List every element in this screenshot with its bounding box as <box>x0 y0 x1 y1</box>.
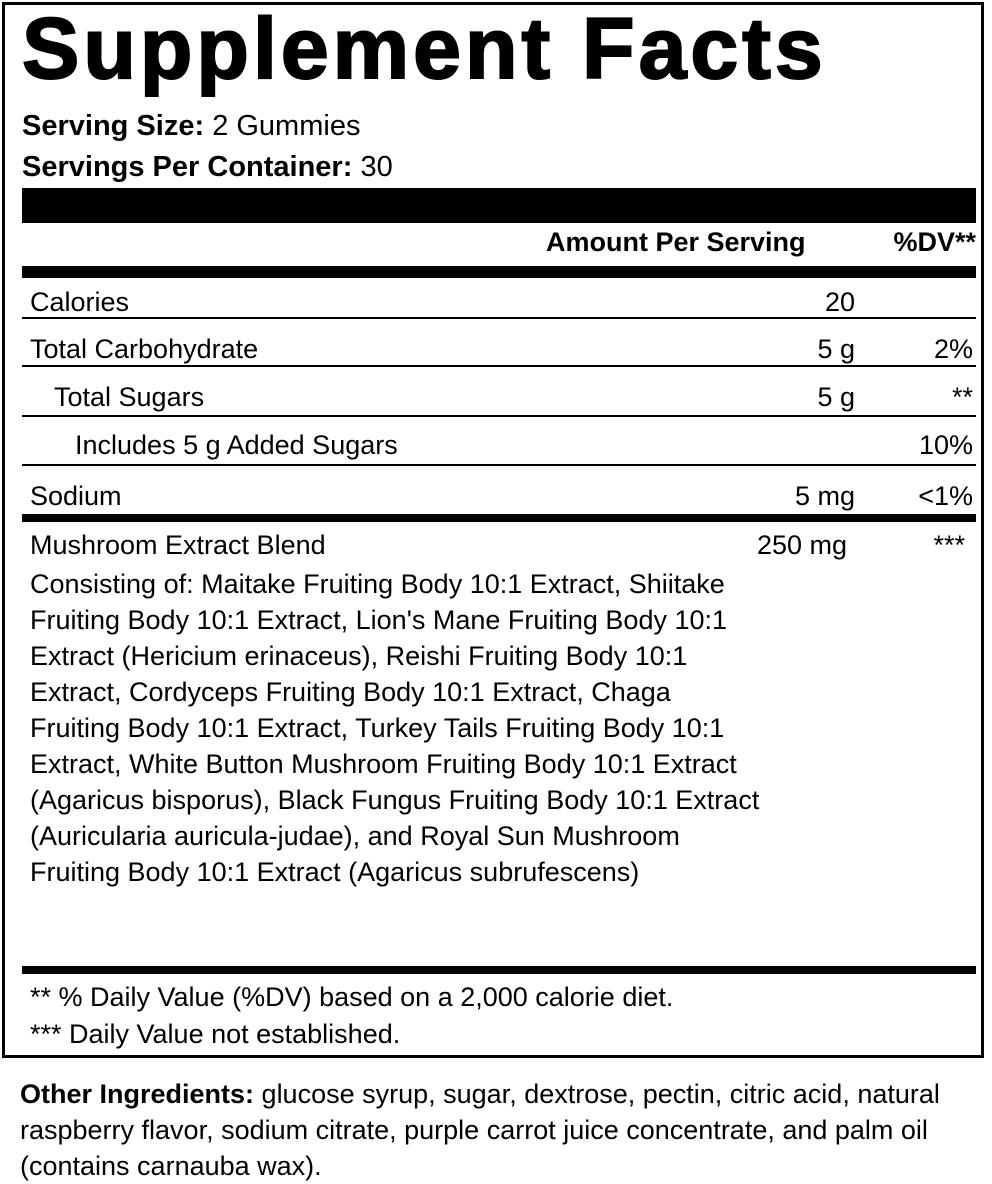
row-divider <box>22 464 976 466</box>
nutrient-amount: 5 mg <box>794 481 855 511</box>
servings-per-container <box>22 150 393 184</box>
nutrient-name: Includes 5 g Added Sugars <box>75 430 398 460</box>
nutrient-dv: 10% <box>918 430 973 460</box>
nutrient-dv: <1% <box>918 481 973 511</box>
nutrient-name: Calories <box>30 287 130 317</box>
row-divider <box>22 415 976 417</box>
row-divider <box>22 317 976 319</box>
footnote-not-established: *** Daily Value not established. <box>30 1019 401 1049</box>
nutrient-name: Total Sugars <box>54 382 205 412</box>
nutrient-row-sodium <box>22 471 976 519</box>
serving-size-value: 2 Gummies <box>212 110 361 142</box>
nutrient-row-total-sugars <box>22 372 976 420</box>
amount-per-serving-header: Amount Per Serving <box>546 227 806 257</box>
blend-amount: 250 mg <box>756 530 847 560</box>
row-divider <box>22 365 976 367</box>
nutrient-dv: ** <box>951 382 973 412</box>
dv-header: %DV** <box>893 227 976 257</box>
panel-title: Supplement Facts <box>22 1 827 97</box>
servings-per-container-label: Servings Per Container: <box>22 151 353 183</box>
footnote-dv: ** % Daily Value (%DV) based on a 2,000 calorie diet. <box>30 982 674 1012</box>
serving-size <box>22 109 360 143</box>
blend-ingredients: Consisting of: Maitake Fruiting Body 10:1 Extract, Shiitake Fruiting Body 10:1 Extract, Lion's Mane Fruiting Body 10:1 Extract (Hericium erinaceus), Reishi Fruiting Body 10:1 Extract, Cordyceps Fruiting Body 10:1 Extract, Chaga Fruiting Body 10:1 Extract, Turkey Tails Fruiting Body 10:1 Extract, White Button Mushroom Fruiting Body 10:1 Extract (Agaricus bisporus), Black Fungus Fruiting Body 10:1 Extract (Auricularia auricula-judae), and Royal Sun Mushroom Fruiting Body 10:1 Extract (Agaricus subrufescens) <box>30 569 760 887</box>
nutrient-row-added-sugars <box>22 420 976 468</box>
nutrient-dv: 2% <box>933 334 973 364</box>
supplement-facts-panel <box>2 2 984 1058</box>
nutrient-amount: 20 <box>824 287 855 317</box>
other-ingredients-value: glucose syrup, sugar, dextrose, pectin, citric acid, natural raspberry flavor, sodium citrate, purple carrot juice concentrate, and palm oil (contains carnauba wax). <box>20 1079 940 1181</box>
thick-divider <box>22 188 976 223</box>
servings-per-container-value: 30 <box>360 151 393 183</box>
nutrient-amount: 5 g <box>817 382 855 412</box>
nutrient-amount: 5 g <box>817 334 855 364</box>
blend-dv: *** <box>933 530 965 560</box>
nutrient-name: Sodium <box>30 481 122 511</box>
blend-name: Mushroom Extract Blend <box>30 530 326 560</box>
other-ingredients <box>20 1076 960 1184</box>
blend-divider <box>22 514 976 522</box>
other-ingredients-label: Other Ingredients: <box>20 1079 255 1109</box>
serving-size-label: Serving Size: <box>22 110 205 142</box>
nutrient-name: Total Carbohydrate <box>30 334 259 364</box>
footnote-divider <box>22 966 976 974</box>
